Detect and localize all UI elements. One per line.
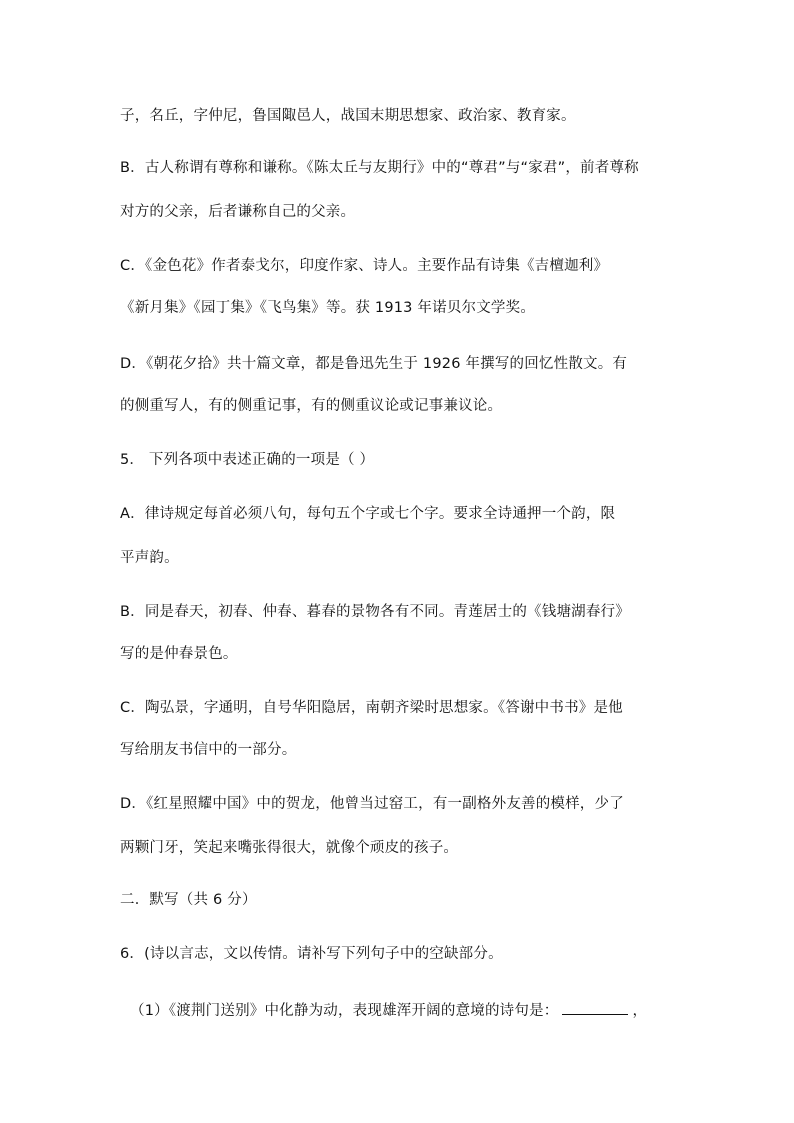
q6-item-1-text: （1）《渡荆门送别》中化静为动，表现雄浑开阔的意境的诗句是：: [130, 1003, 559, 1019]
q5-option-c-line-2: 写给朋友书信中的一部分。: [120, 742, 297, 758]
q5-option-d-line-2: 两颗门牙，笑起来嘴张得很大，就像个顽皮的孩子。: [120, 840, 459, 856]
q5-option-b-line-2: 写的是仲春景色。: [120, 646, 238, 662]
q5-option-a-line-2: 平声韵。: [120, 550, 179, 566]
q6-item-1-tail: ，: [632, 1003, 648, 1019]
option-b-line-2: 对方的父亲，后者谦称自己的父亲。: [120, 204, 356, 220]
option-c-line-2: 《新月集》《园丁集》《飞鸟集》等。获 1913 年诺贝尔文学奖。: [120, 300, 536, 316]
option-d-line-1: D．《朝花夕拾》共十篇文章，都是鲁迅先生于 1926 年撰写的回忆性散文。有: [120, 356, 628, 372]
question-6: 6．(诗以言志，文以传情。请补写下列句子中的空缺部分。: [120, 946, 503, 962]
option-d-line-2: 的侧重写人，有的侧重记事，有的侧重议论或记事兼议论。: [120, 398, 503, 414]
section-2-heading: 二．默写（共 6 分）: [120, 892, 257, 908]
q5-option-d-line-1: D．《红星照耀中国》中的贺龙，他曾当过窑工，有一副格外友善的模样，少了: [120, 796, 624, 812]
text-line: 子，名丘，字仲尼，鲁国陬邑人，战国末期思想家、政治家、教育家。: [120, 108, 576, 124]
answer-blank[interactable]: [562, 1000, 628, 1015]
q5-option-b-line-1: B．同是春天，初春、仲春、暮春的景物各有不同。青莲居士的《钱塘湖春行》: [120, 604, 630, 620]
q6-item-1: [130, 1000, 690, 1021]
option-b-line-1: B．古人称谓有尊称和谦称。《陈太丘与友期行》中的“尊君”与“家君”，前者尊称: [120, 160, 639, 176]
q5-option-c-line-1: C．陶弘景，字通明，自号华阳隐居，南朝齐梁时思想家。《答谢中书书》是他: [120, 700, 623, 716]
q5-option-a-line-1: A．律诗规定每首必须八句，每句五个字或七个字。要求全诗通押一个韵，限: [120, 506, 616, 522]
question-5: 5． 下列各项中表述正确的一项是（ ）: [120, 452, 375, 468]
option-c-line-1: C．《金色花》作者泰戈尔，印度作家、诗人。主要作品有诗集《吉檀迦利》: [120, 258, 609, 274]
